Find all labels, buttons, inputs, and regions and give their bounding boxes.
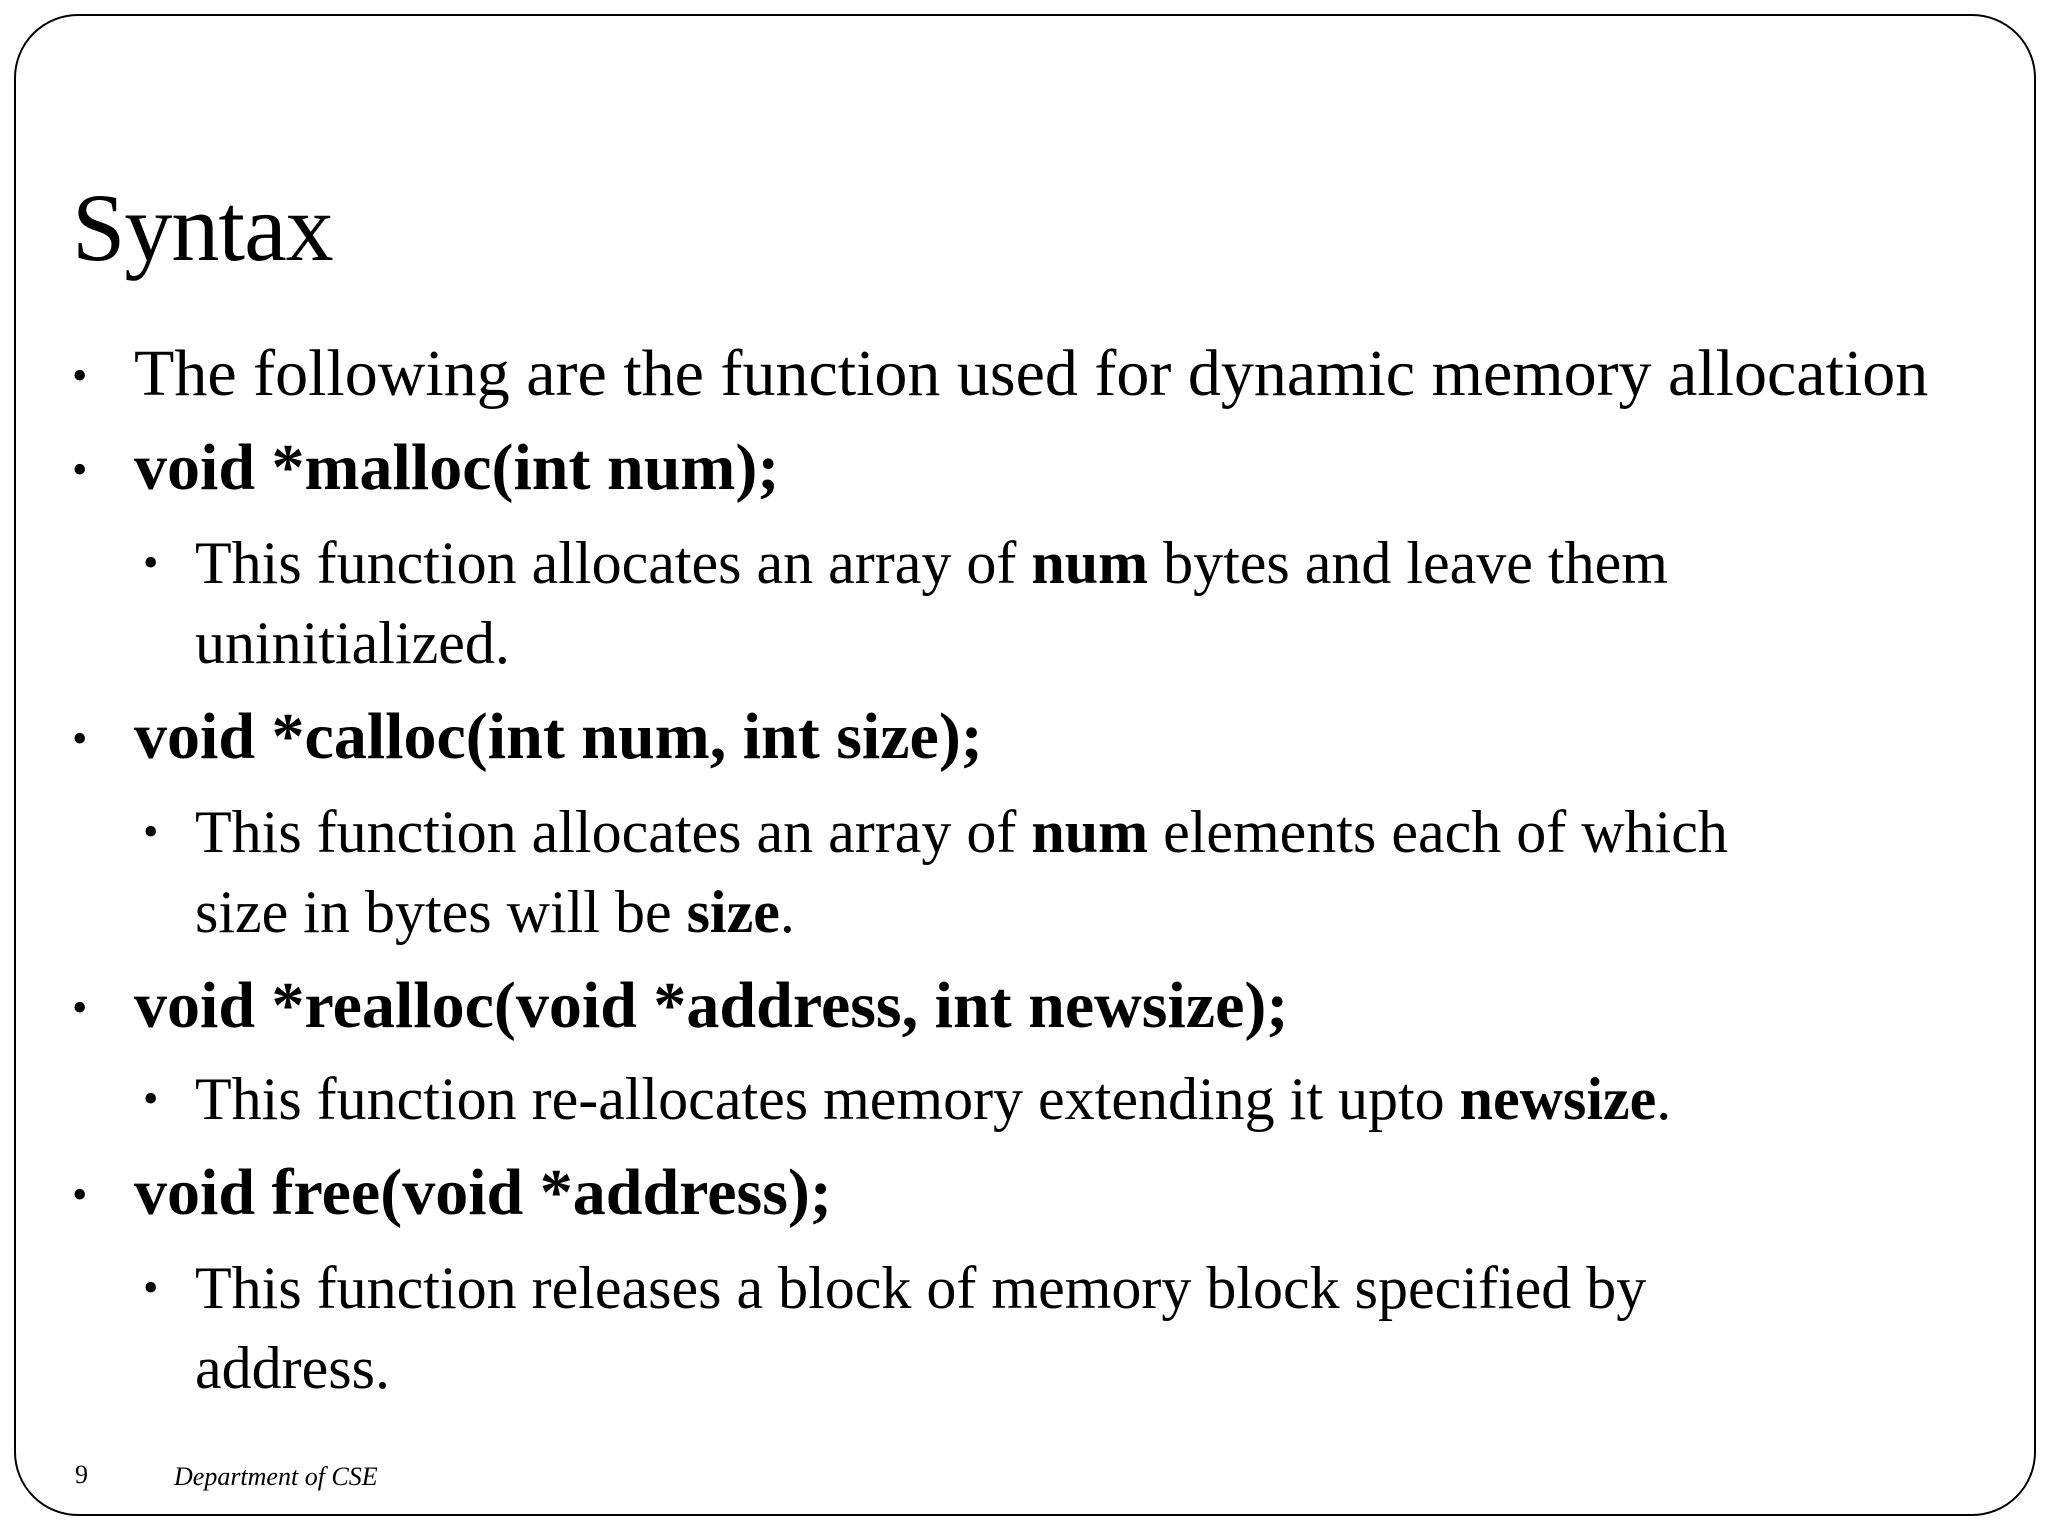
bullet-dot: • [143,807,159,856]
malloc-desc-keyword: num [1031,530,1149,596]
footer-department: Department of CSE [174,1462,378,1491]
bullet-intro [72,334,1929,414]
malloc-desc-pre: This function allocates an array of [195,530,1032,596]
calloc-signature: void *calloc(int num, int size); [134,700,983,773]
free-signature: void free(void *address); [134,1156,832,1229]
malloc-desc-post: bytes and leave them [1148,530,1668,596]
free-desc-line2: address. [195,1335,390,1401]
bullet-dot: • [143,538,159,587]
calloc-desc-pre: This function allocates an array of [195,799,1032,865]
page-number: 9 [75,1460,88,1489]
malloc-desc-continued [195,603,510,683]
bullet-realloc-signature [72,966,1289,1046]
bullet-calloc-desc [143,792,1728,872]
calloc-desc-line2-keyword: size [686,879,780,945]
bullet-malloc-desc [143,523,1668,603]
realloc-desc-keyword: newsize [1459,1066,1657,1132]
realloc-desc-pre: This function re-allocates memory extending it upto [195,1066,1460,1132]
realloc-desc-post: . [1656,1066,1672,1132]
bullet-dot: • [72,445,88,494]
bullet-calloc-signature [72,697,983,777]
free-desc-line1: This function releases a block of memory block specified by [195,1255,1647,1321]
calloc-desc-keyword: num [1031,799,1149,865]
malloc-signature: void *malloc(int num); [134,431,780,504]
slide-title: Syntax [72,174,333,281]
bullet-dot: • [143,1074,159,1123]
bullet-dot: • [143,1263,159,1312]
bullet-dot: • [72,714,88,763]
bullet-free-signature [72,1153,832,1233]
realloc-signature: void *realloc(void *address, int newsize); [134,969,1289,1042]
bullet-malloc-signature [72,428,780,508]
calloc-desc-line2-pre: size in bytes will be [195,879,687,945]
calloc-desc-line2-post: . [779,879,795,945]
bullet-dot: • [72,983,88,1032]
bullet-realloc-desc [143,1059,1672,1139]
calloc-desc-post: elements each of which [1148,799,1728,865]
bullet-dot: • [72,1170,88,1219]
bullet-free-desc [143,1248,1647,1328]
bullet-dot: • [72,351,88,400]
intro-text: The following are the function used for dynamic memory allocation [134,337,1929,410]
free-desc-continued [195,1328,390,1408]
calloc-desc-continued [195,872,795,952]
malloc-desc-line2: uninitialized. [195,610,510,676]
